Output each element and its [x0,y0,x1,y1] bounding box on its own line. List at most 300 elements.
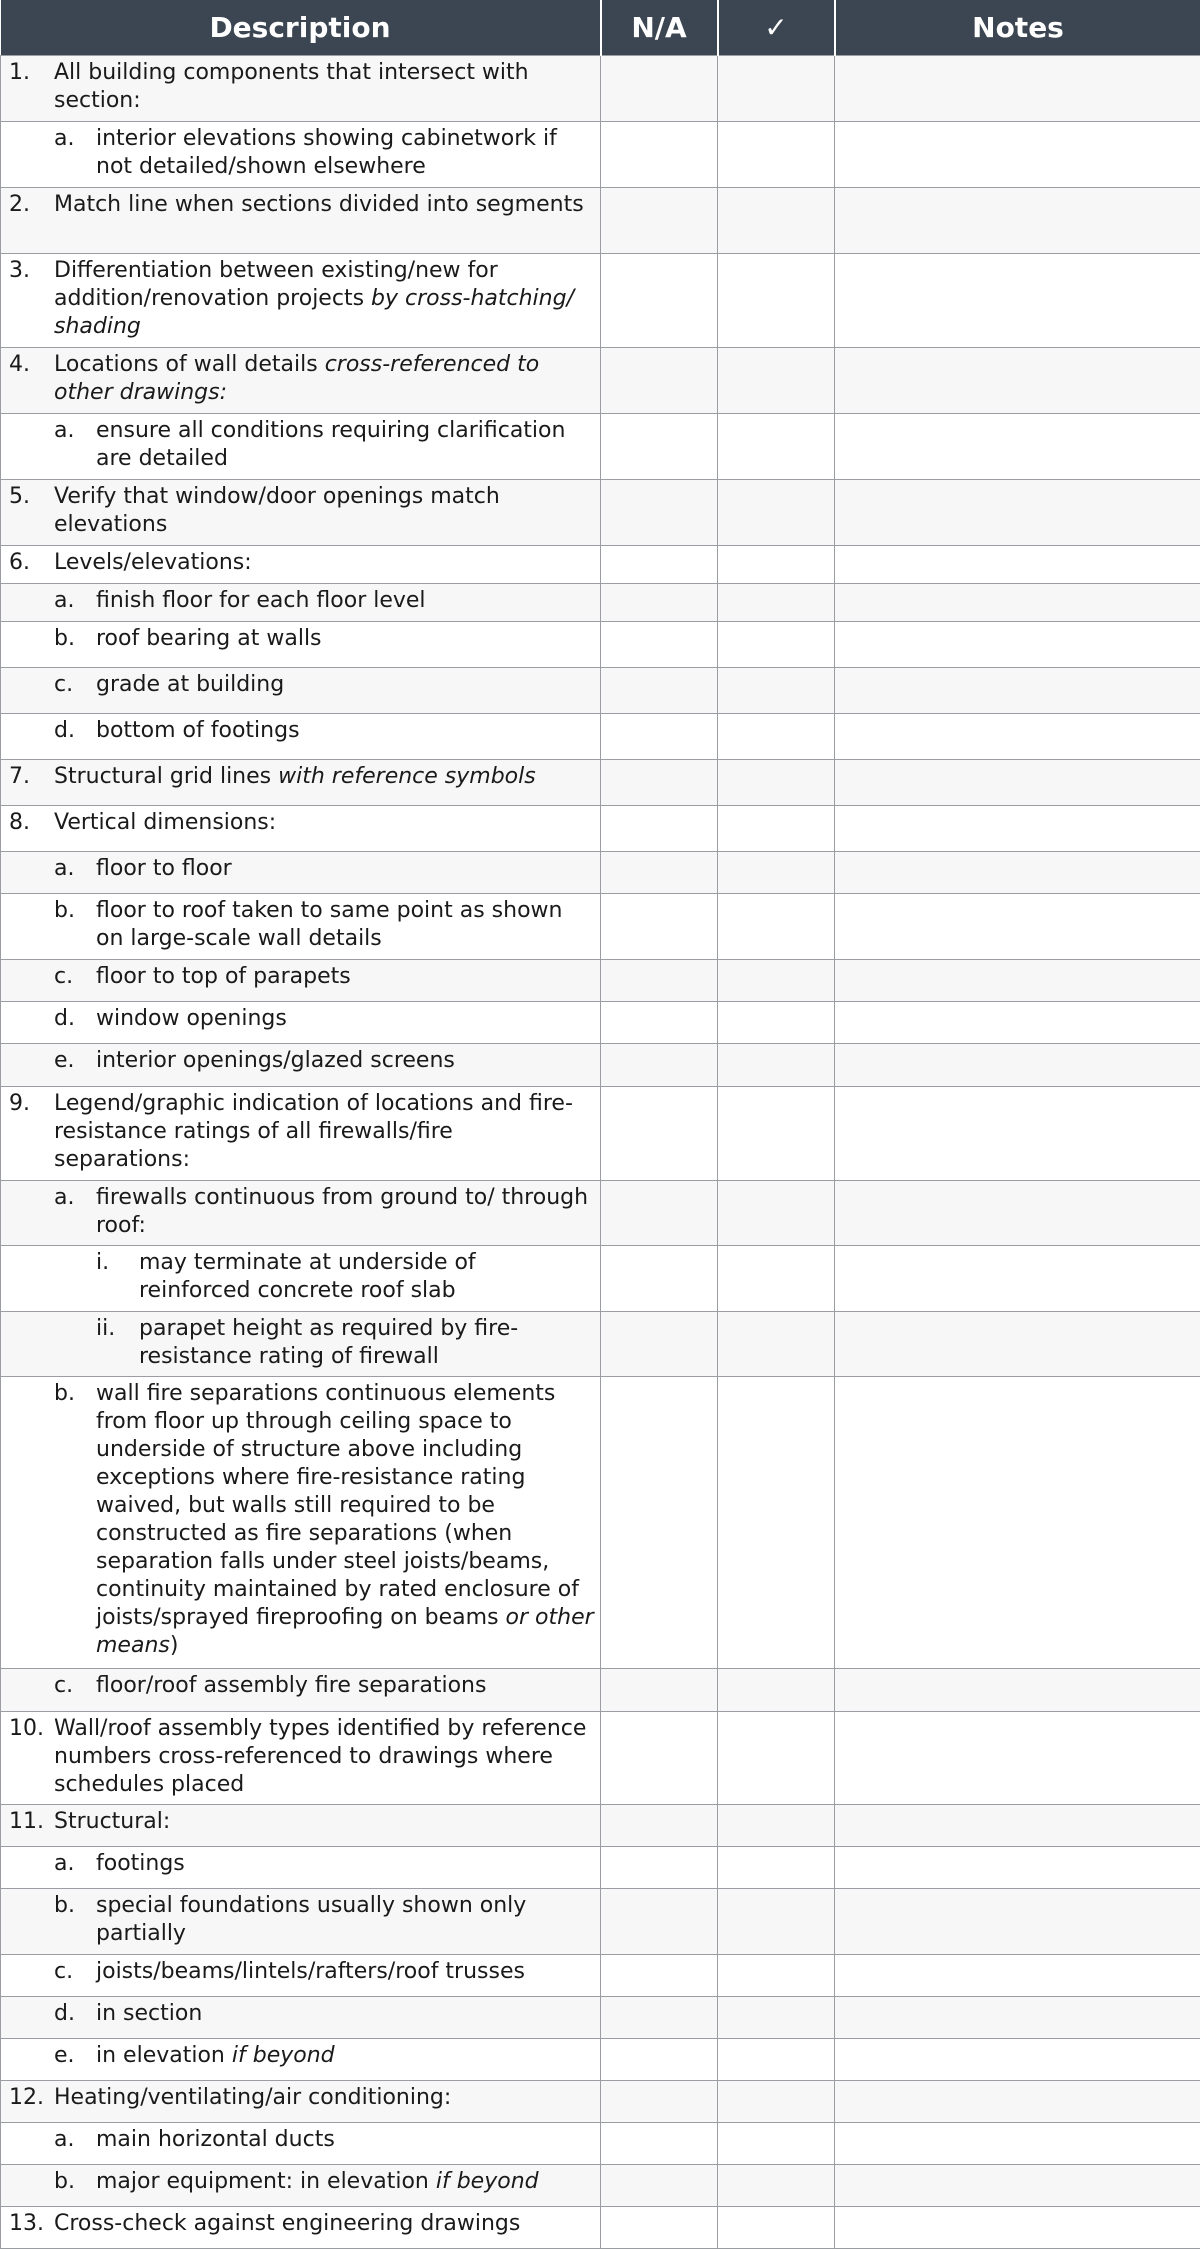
description-cell [1,1001,601,1043]
item-marker: 4. [9,351,54,407]
na-cell[interactable] [601,583,718,621]
list-item [9,2042,594,2070]
check-cell[interactable] [718,667,835,713]
item-text-main: floor to roof taken to same point as shown on large-scale wall details [96,898,562,951]
item-text-italic: by cross-hatching/ shading [54,286,574,339]
list-item [9,1047,594,1075]
description-cell [1,1996,601,2038]
check-cell[interactable] [718,1846,835,1888]
table-row [1,347,1200,413]
table-row [1,253,1200,347]
item-text-main: finish floor for each floor level [96,588,426,613]
table-row [1,1888,1200,1954]
list-item [9,2168,594,2196]
list-item [9,1315,594,1371]
check-cell[interactable] [718,1668,835,1711]
notes-cell[interactable] [835,759,1200,805]
item-marker: b. [54,1892,96,1948]
check-cell[interactable] [718,2080,835,2122]
description-cell [1,851,601,893]
notes-cell[interactable] [835,805,1200,851]
item-text [96,897,594,953]
item-text [96,587,594,615]
item-text-main: All building components that intersect with section: [54,60,529,113]
table-row [1,1043,1200,1086]
item-marker: c. [54,963,96,991]
item-marker: 3. [9,257,54,341]
item-text-main: in elevation [96,2043,232,2068]
notes-cell[interactable] [835,851,1200,893]
notes-cell[interactable] [835,347,1200,413]
notes-cell[interactable] [835,253,1200,347]
item-text-main: Levels/elevations: [54,550,252,575]
item-text-main: main horizontal ducts [96,2127,335,2152]
description-cell [1,413,601,479]
description-cell [1,1888,601,1954]
item-text-main: joists/beams/lintels/rafters/roof trusses [96,1959,525,1984]
na-cell[interactable] [601,2164,718,2206]
item-text [96,1184,594,1240]
item-text-main: Vertical dimensions: [54,810,276,835]
table-row [1,1996,1200,2038]
item-text [96,1672,594,1700]
item-marker: a. [54,587,96,615]
description-cell [1,1245,601,1311]
description-cell [1,253,601,347]
check-cell[interactable] [718,1043,835,1086]
item-marker: 9. [9,1090,54,1174]
description-cell [1,1846,601,1888]
item-marker: b. [54,897,96,953]
notes-cell[interactable] [835,959,1200,1001]
list-item [9,1005,594,1033]
na-cell[interactable] [601,253,718,347]
notes-cell[interactable] [835,1043,1200,1086]
table-header [1,0,1200,55]
table-row [1,1001,1200,1043]
check-cell[interactable] [718,121,835,187]
item-text-italic: cross-referenced to other drawings: [54,352,539,405]
check-cell[interactable] [718,2206,835,2248]
item-text-main: Structural grid lines [54,764,278,789]
item-marker: c. [54,1958,96,1986]
item-text [96,417,594,473]
table-row [1,583,1200,621]
na-cell[interactable] [601,187,718,253]
table-row [1,667,1200,713]
check-cell[interactable] [718,851,835,893]
check-cell[interactable] [718,1311,835,1376]
check-cell[interactable] [718,2038,835,2080]
description-cell [1,1376,601,1668]
na-cell[interactable] [601,893,718,959]
description-cell [1,713,601,759]
list-item [9,1184,594,1240]
item-text [54,1808,594,1836]
notes-cell[interactable] [835,479,1200,545]
item-text-main: Cross-check against engineering drawings [54,2211,520,2236]
na-cell[interactable] [601,347,718,413]
description-cell [1,1954,601,1996]
list-item [9,191,594,219]
na-cell[interactable] [601,1888,718,1954]
check-cell[interactable] [718,1245,835,1311]
check-cell[interactable] [718,1954,835,1996]
check-cell[interactable] [718,1086,835,1180]
item-text [96,1005,594,1033]
notes-header: Notes [835,0,1200,55]
list-item [9,351,594,407]
item-text [96,1850,594,1878]
notes-cell[interactable] [835,1804,1200,1846]
item-text [96,2042,594,2070]
item-marker: 12. [9,2084,54,2112]
item-marker: c. [54,671,96,699]
list-item [9,1380,594,1660]
item-marker: i. [96,1249,139,1305]
table-row [1,959,1200,1001]
check-cell[interactable] [718,621,835,667]
na-cell[interactable] [601,1376,718,1668]
item-text [54,2210,594,2238]
table-row [1,2038,1200,2080]
item-text-main: bottom of footings [96,718,300,743]
na-cell[interactable] [601,121,718,187]
list-item [9,483,594,539]
na-cell[interactable] [601,2038,718,2080]
item-marker: a. [54,1850,96,1878]
table-row [1,893,1200,959]
item-marker: b. [54,2168,96,2196]
item-text-main: window openings [96,1006,287,1031]
na-cell[interactable] [601,1311,718,1376]
notes-cell[interactable] [835,1376,1200,1668]
item-marker: 2. [9,191,54,219]
list-item [9,2210,594,2238]
na-cell[interactable] [601,959,718,1001]
notes-cell[interactable] [835,583,1200,621]
description-cell [1,959,601,1001]
na-cell[interactable] [601,2080,718,2122]
list-item [9,625,594,653]
na-cell[interactable] [601,759,718,805]
list-item [9,2000,594,2028]
item-text [54,59,594,115]
checkmark-header [718,0,835,55]
item-marker: b. [54,1380,96,1660]
notes-cell[interactable] [835,1668,1200,1711]
check-cell[interactable] [718,2122,835,2164]
na-cell[interactable] [601,1996,718,2038]
check-cell[interactable] [718,959,835,1001]
table-body [1,55,1200,2248]
table-row [1,805,1200,851]
description-cell [1,347,601,413]
item-marker: b. [54,625,96,653]
notes-cell[interactable] [835,713,1200,759]
notes-cell[interactable] [835,2080,1200,2122]
item-text-italic: if beyond [232,2043,335,2068]
description-cell [1,1668,601,1711]
na-cell[interactable] [601,1711,718,1804]
na-cell[interactable] [601,1001,718,1043]
item-text-main: Legend/graphic indication of locations and fire-resistance ratings of all firewalls/fire separations: [54,1091,573,1172]
check-cell[interactable] [718,413,835,479]
na-cell[interactable] [601,1804,718,1846]
item-text-main: firewalls continuous from ground to/ through roof: [96,1185,588,1238]
notes-cell[interactable] [835,2038,1200,2080]
check-cell[interactable] [718,583,835,621]
na-cell[interactable] [601,1086,718,1180]
item-marker: c. [54,1672,96,1700]
notes-cell[interactable] [835,1711,1200,1804]
description-cell [1,55,601,121]
notes-cell[interactable] [835,2164,1200,2206]
list-item [9,2084,594,2112]
check-cell[interactable] [718,2164,835,2206]
check-cell[interactable] [718,347,835,413]
table-row [1,1711,1200,1804]
item-text-main: Verify that window/door openings match elevations [54,484,500,537]
check-cell[interactable] [718,759,835,805]
item-text [54,257,594,341]
table-row [1,1376,1200,1668]
table-row [1,1954,1200,1996]
na-cell[interactable] [601,2206,718,2248]
na-cell[interactable] [601,1043,718,1086]
item-text-italic: or other means [96,1605,594,1658]
item-text [96,963,594,991]
list-item [9,1850,594,1878]
item-text [54,483,594,539]
notes-cell[interactable] [835,1954,1200,1996]
notes-cell[interactable] [835,1180,1200,1245]
item-marker: d. [54,717,96,745]
description-header: Description [1,0,601,55]
description-cell [1,1180,601,1245]
item-marker: 13. [9,2210,54,2238]
list-item [9,963,594,991]
check-cell[interactable] [718,1180,835,1245]
check-cell[interactable] [718,713,835,759]
item-text [54,2084,594,2112]
item-text-main: major equipment: in elevation [96,2169,436,2194]
table-row [1,621,1200,667]
na-cell[interactable] [601,1954,718,1996]
notes-cell[interactable] [835,893,1200,959]
table-row [1,1086,1200,1180]
description-cell [1,759,601,805]
item-text-main: Differentiation between existing/new for addition/renovation projects [54,258,498,311]
item-marker: 11. [9,1808,54,1836]
description-cell [1,187,601,253]
na-cell[interactable] [601,1245,718,1311]
notes-cell[interactable] [835,1888,1200,1954]
table-row [1,2206,1200,2248]
check-cell[interactable] [718,545,835,583]
notes-cell[interactable] [835,1311,1200,1376]
na-cell[interactable] [601,713,718,759]
table-row [1,1804,1200,1846]
item-text [54,191,594,219]
check-cell[interactable] [718,893,835,959]
description-cell [1,805,601,851]
na-cell[interactable] [601,805,718,851]
item-text-main: interior elevations showing cabinetwork if not detailed/shown elsewhere [96,126,557,179]
item-marker: e. [54,2042,96,2070]
list-item [9,717,594,745]
item-text [139,1315,594,1371]
list-item [9,1249,594,1305]
description-cell [1,2080,601,2122]
item-marker: ii. [96,1315,139,1371]
table-row [1,55,1200,121]
item-marker: a. [54,417,96,473]
notes-cell[interactable] [835,2206,1200,2248]
item-text-main: Match line when sections divided into segments [54,192,584,217]
list-item [9,587,594,615]
check-cell[interactable] [718,1376,835,1668]
table-row [1,759,1200,805]
description-cell [1,121,601,187]
item-text-main: floor/roof assembly fire separations [96,1673,486,1698]
list-item [9,1715,594,1799]
notes-cell[interactable] [835,1245,1200,1311]
item-text-main: Structural: [54,1809,170,1834]
list-item [9,897,594,953]
notes-cell[interactable] [835,545,1200,583]
description-cell [1,479,601,545]
description-cell [1,583,601,621]
description-cell [1,545,601,583]
na-cell[interactable] [601,2122,718,2164]
item-text-main: floor to top of parapets [96,964,351,989]
check-cell[interactable] [718,805,835,851]
list-item [9,855,594,883]
notes-cell[interactable] [835,413,1200,479]
check-cell[interactable] [718,1711,835,1804]
item-text-main: grade at building [96,672,284,697]
table-row [1,2164,1200,2206]
description-cell [1,1711,601,1804]
list-item [9,257,594,341]
description-cell [1,893,601,959]
table-row [1,545,1200,583]
item-marker: d. [54,1005,96,1033]
item-marker: e. [54,1047,96,1075]
na-cell[interactable] [601,413,718,479]
list-item [9,1808,594,1836]
notes-cell[interactable] [835,1996,1200,2038]
notes-cell[interactable] [835,1001,1200,1043]
item-marker: 1. [9,59,54,115]
item-text [96,855,594,883]
list-item [9,671,594,699]
check-cell[interactable] [718,479,835,545]
item-text-end: ) [170,1633,179,1658]
list-item [9,1958,594,1986]
na-cell[interactable] [601,1846,718,1888]
description-cell [1,2206,601,2248]
check-cell[interactable] [718,1001,835,1043]
item-text [96,717,594,745]
notes-cell[interactable] [835,2122,1200,2164]
table-row [1,713,1200,759]
item-marker: 5. [9,483,54,539]
na-cell[interactable] [601,851,718,893]
item-text [96,1958,594,1986]
item-text-main: in section [96,2001,202,2026]
item-text [96,2168,594,2196]
na-cell[interactable] [601,621,718,667]
item-text [96,1047,594,1075]
item-text-main: footings [96,1851,185,1876]
check-cell[interactable] [718,55,835,121]
notes-cell[interactable] [835,621,1200,667]
na-cell[interactable] [601,667,718,713]
item-text [54,763,594,791]
na-cell[interactable] [601,1180,718,1245]
item-text-main: roof bearing at walls [96,626,322,651]
na-cell[interactable] [601,1668,718,1711]
item-text-main: Wall/roof assembly types identified by reference numbers cross-referenced to drawings where schedules placed [54,1716,586,1797]
notes-cell[interactable] [835,667,1200,713]
notes-cell[interactable] [835,1086,1200,1180]
item-text-main: ensure all conditions requiring clarification are detailed [96,418,565,471]
list-item [9,1672,594,1700]
table-row [1,1311,1200,1376]
item-text-main: may terminate at underside of reinforced concrete roof slab [139,1250,476,1303]
na-header: N/A [601,0,718,55]
description-cell [1,2038,601,2080]
check-cell[interactable] [718,1996,835,2038]
description-cell [1,621,601,667]
na-cell[interactable] [601,55,718,121]
item-text [96,125,594,181]
na-cell[interactable] [601,479,718,545]
item-marker: a. [54,2126,96,2154]
notes-cell[interactable] [835,1846,1200,1888]
item-text-main: interior openings/glazed screens [96,1048,455,1073]
description-cell [1,1086,601,1180]
notes-cell[interactable] [835,55,1200,121]
notes-cell[interactable] [835,121,1200,187]
item-text [96,1380,594,1660]
notes-cell[interactable] [835,187,1200,253]
na-cell[interactable] [601,545,718,583]
list-item [9,1892,594,1948]
item-text [54,549,594,577]
item-text [54,351,594,407]
check-cell[interactable] [718,253,835,347]
table-row [1,851,1200,893]
check-cell[interactable] [718,187,835,253]
table-row [1,1180,1200,1245]
item-text [96,671,594,699]
check-cell[interactable] [718,1888,835,1954]
table-row [1,121,1200,187]
item-text-main: wall fire separations continuous elements from floor up through ceiling space to underside of structure above including exceptions where fire-resistance rating waived, but walls still required to be constructed as fire separations (when separation falls under steel joists/beams, continuity maintained by rated enclosure of joists/sprayed fireproofing on beams [96,1381,579,1630]
list-item [9,59,594,115]
description-cell [1,2122,601,2164]
item-text-main: special foundations usually shown only partially [96,1893,526,1946]
list-item [9,1090,594,1174]
list-item [9,549,594,577]
description-cell [1,1311,601,1376]
check-cell[interactable] [718,1804,835,1846]
item-marker: 6. [9,549,54,577]
item-marker: 7. [9,763,54,791]
